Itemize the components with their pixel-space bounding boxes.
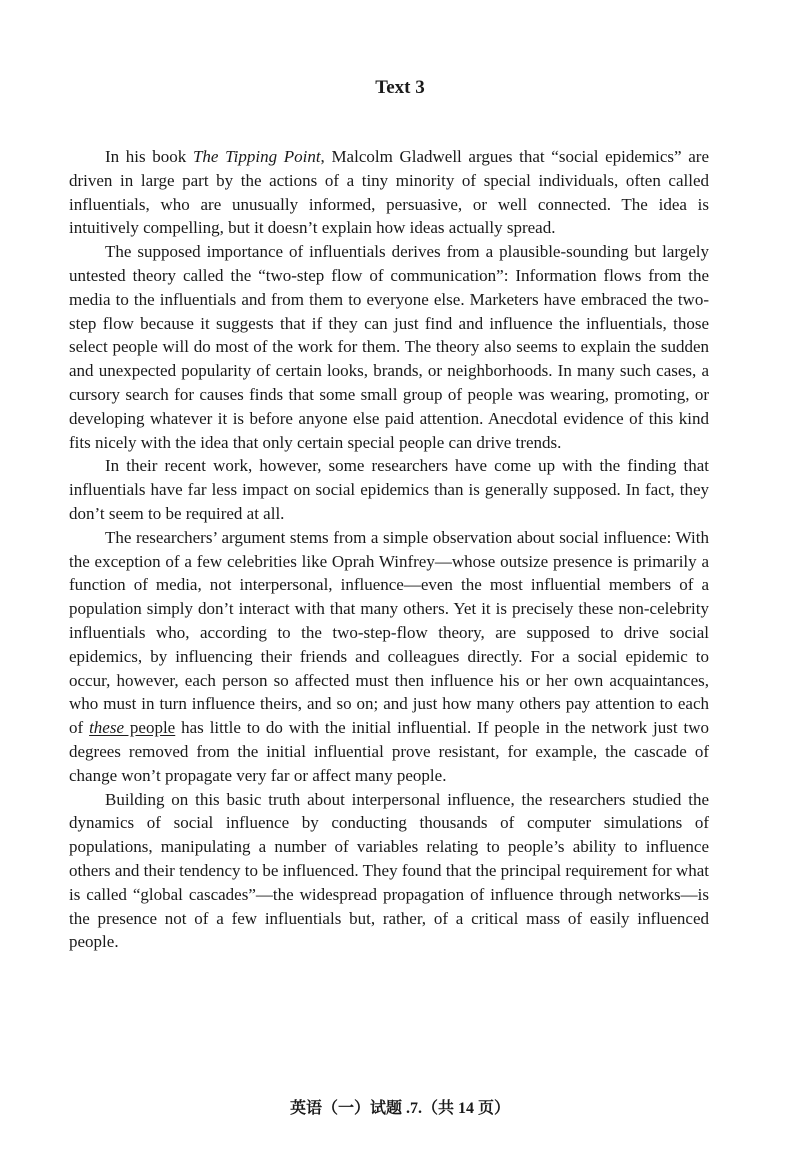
reading-passage bbox=[69, 145, 709, 954]
paragraph-1-after: , Malcolm Gladwell argues that “social epidemics” are driven in large part by the actions of a tiny minority of special individuals, often called influentials, who are unusually informed, persuasive, or well connected. The idea is intuitively compelling, but it doesn’t explain how ideas actually spread. bbox=[69, 147, 709, 238]
page-footer: 英语（一）试题 .7.（共 14 页） bbox=[289, 1100, 510, 1117]
underlined-phrase bbox=[89, 718, 175, 737]
underlined-rest: people bbox=[124, 718, 176, 738]
underlined-italic-word: these bbox=[89, 718, 125, 738]
paragraph-5: Building on this basic truth about interpersonal influence, the researchers studied the dynamics of social influence by conducting thousands of computer simulations of populations, manipulating a number of variables relating to people’s ability to influence others and their tendency to be influenced. They found that the principal requirement for what is called “global cascades”—the widespread propagation of influence through networks—is the presence not of a few influentials but, rather, of a critical mass of easily influenced people. bbox=[69, 789, 709, 952]
book-title: The Tipping Point bbox=[192, 147, 321, 166]
paragraph-4-before: The researchers’ argument stems from a simple observation about social influence: With the exception of a few celebrities like Oprah Winfrey—whose outsize presence is primarily a function of media, not interpersonal, influence—even the most influential members of a population simply don’t interact with that many others. Yet it is precisely these non-celebrity influentials who, according to the two-step-flow theory, are supposed to drive social epidemics, by influencing their friends and colleagues directly. For a social epidemic to occur, however, each person so affected must then influence his or her own acquaintances, who must in turn influence theirs, and so on; and just how many others pay attention to each of bbox=[69, 527, 709, 738]
paragraph-1-before: In his book bbox=[105, 147, 193, 166]
paragraph-2: The supposed importance of influentials derives from a plausible-sounding but largely untested theory called the “two-step flow of communication”: Information flows from the media to the influentials and from them to everyone else. Marketers have embraced the two-step flow because it suggests that if they can just find and influence the influentials, those select people will do most of the work for them. The theory also seems to explain the sudden and unexpected popularity of certain looks, brands, or neighborhoods. In many such cases, a cursory search for causes finds that some small group of people was wearing, promoting, or developing whatever it is before anyone else paid attention. Anecdotal evidence of this kind fits nicely with the idea that only certain special people can drive trends. bbox=[69, 242, 709, 452]
paragraph-1 bbox=[69, 145, 709, 240]
paragraph-4 bbox=[69, 526, 709, 788]
page-title: Text 3 bbox=[375, 77, 425, 98]
paragraph-4-after: has little to do with the initial influential. If people in the network just two degrees removed from the initial influential prove resistant, for example, the cascade of change won’t propagate very far or affect many people. bbox=[69, 718, 709, 785]
paragraph-3: In their recent work, however, some researchers have come up with the finding that influentials have far less impact on social epidemics than is generally supposed. In fact, they don’t seem to be required at all. bbox=[69, 456, 709, 523]
